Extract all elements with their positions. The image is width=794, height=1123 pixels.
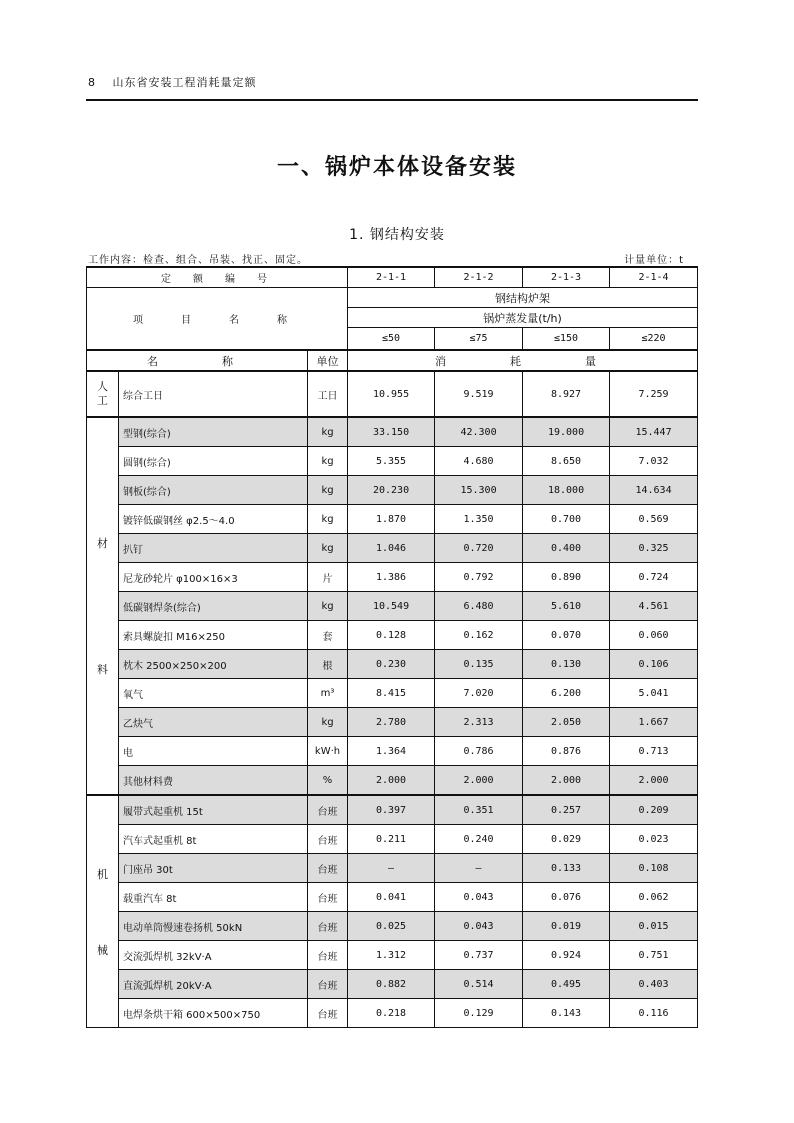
item-value: 1.667 [610, 708, 698, 737]
item-value: 0.116 [610, 999, 698, 1028]
item-value: 2.000 [435, 766, 523, 796]
item-value: 0.135 [435, 650, 523, 679]
item-name: 电焊条烘干箱 600×500×750 [119, 999, 308, 1028]
item-name: 镀锌低碳钢丝 φ2.5～4.0 [119, 505, 308, 534]
item-unit: 片 [308, 563, 348, 592]
item-value: 20.230 [348, 476, 435, 505]
item-value: 0.400 [523, 534, 610, 563]
item-value: 9.519 [435, 371, 523, 417]
item-value: 0.043 [435, 912, 523, 941]
item-value: 0.108 [610, 854, 698, 883]
item-value: 14.634 [610, 476, 698, 505]
table-row [87, 371, 698, 417]
item-value: 2.050 [523, 708, 610, 737]
item-name: 综合工日 [119, 371, 308, 417]
item-value: 1.364 [348, 737, 435, 766]
item-unit: kg [308, 708, 348, 737]
item-value: 0.218 [348, 999, 435, 1028]
item-value: 0.751 [610, 941, 698, 970]
item-value: 6.480 [435, 592, 523, 621]
item-unit: m³ [308, 679, 348, 708]
quota-table [86, 266, 698, 1028]
item-value: 0.924 [523, 941, 610, 970]
item-value: 0.882 [348, 970, 435, 999]
item-name: 型钢(综合) [119, 417, 308, 447]
quota-no-label: 定 额 编 号 [87, 267, 348, 288]
table-row [87, 708, 698, 737]
item-value: 0.070 [523, 621, 610, 650]
item-unit: 台班 [308, 883, 348, 912]
item-name: 电 [119, 737, 308, 766]
param-header: 锅炉蒸发量(t/h) [348, 308, 698, 328]
param-value: ≤150 [523, 328, 610, 351]
item-value: 0.015 [610, 912, 698, 941]
item-value: — [435, 854, 523, 883]
item-value: 0.143 [523, 999, 610, 1028]
item-value: 0.062 [610, 883, 698, 912]
item-value: 10.549 [348, 592, 435, 621]
table-row [87, 825, 698, 854]
item-value: 2.780 [348, 708, 435, 737]
item-value: 0.240 [435, 825, 523, 854]
item-name: 履带式起重机 15t [119, 795, 308, 825]
item-value: 0.029 [523, 825, 610, 854]
table-row [87, 737, 698, 766]
item-value: 1.312 [348, 941, 435, 970]
item-value: 5.610 [523, 592, 610, 621]
item-value: 5.355 [348, 447, 435, 476]
item-value: 0.495 [523, 970, 610, 999]
item-name: 枕木 2500×250×200 [119, 650, 308, 679]
item-value: 2.000 [523, 766, 610, 796]
item-value: 0.514 [435, 970, 523, 999]
item-unit: 台班 [308, 999, 348, 1028]
table-row [87, 970, 698, 999]
item-value: 1.350 [435, 505, 523, 534]
table-row [87, 941, 698, 970]
item-value: 0.023 [610, 825, 698, 854]
item-value: 5.041 [610, 679, 698, 708]
item-value: 0.876 [523, 737, 610, 766]
item-unit: 台班 [308, 970, 348, 999]
table-row [87, 766, 698, 796]
item-value: 0.043 [435, 883, 523, 912]
subsection-title: 1. 钢结构安装 [349, 227, 445, 243]
section-title: 一、锅炉本体设备安装 [276, 155, 517, 180]
item-value: 0.025 [348, 912, 435, 941]
item-value: 2.000 [348, 766, 435, 796]
item-unit: kg [308, 417, 348, 447]
item-value: 18.000 [523, 476, 610, 505]
item-unit: 台班 [308, 854, 348, 883]
work-content: 工作内容：检查、组合、吊装、找正、固定。 [88, 255, 308, 266]
item-value: 4.561 [610, 592, 698, 621]
item-value: 0.724 [610, 563, 698, 592]
item-value: 8.650 [523, 447, 610, 476]
table-row [87, 417, 698, 447]
item-value: 0.128 [348, 621, 435, 650]
table-row [87, 563, 698, 592]
item-value: 0.786 [435, 737, 523, 766]
item-name: 汽车式起重机 8t [119, 825, 308, 854]
item-value: 6.200 [523, 679, 610, 708]
table-row [87, 854, 698, 883]
item-value: 0.129 [435, 999, 523, 1028]
table-row [87, 447, 698, 476]
item-unit: 工日 [308, 371, 348, 417]
item-unit: 台班 [308, 795, 348, 825]
item-name: 直流弧焊机 20kV·A [119, 970, 308, 999]
item-unit: 台班 [308, 825, 348, 854]
item-name: 门座吊 30t [119, 854, 308, 883]
item-value: 7.020 [435, 679, 523, 708]
item-value: 0.211 [348, 825, 435, 854]
quota-code: 2-1-1 [348, 267, 435, 288]
item-value: 0.325 [610, 534, 698, 563]
item-unit: kg [308, 592, 348, 621]
group-header: 钢结构炉架 [348, 288, 698, 308]
item-value: 0.133 [523, 854, 610, 883]
item-value: 0.700 [523, 505, 610, 534]
item-name: 交流弧焊机 32kV·A [119, 941, 308, 970]
param-value: ≤220 [610, 328, 698, 351]
item-value: 0.130 [523, 650, 610, 679]
item-value: 0.792 [435, 563, 523, 592]
table-row [87, 476, 698, 505]
item-value: 19.000 [523, 417, 610, 447]
table-row [87, 883, 698, 912]
item-value: 10.955 [348, 371, 435, 417]
item-value: 42.300 [435, 417, 523, 447]
item-unit: 根 [308, 650, 348, 679]
materials-category: 材 料 [87, 417, 119, 795]
item-value: 0.351 [435, 795, 523, 825]
item-unit: kW·h [308, 737, 348, 766]
page-header [88, 74, 257, 90]
item-unit: kg [308, 534, 348, 563]
table-row [87, 505, 698, 534]
item-value: 7.259 [610, 371, 698, 417]
item-value: 0.076 [523, 883, 610, 912]
book-title: 山东省安装工程消耗量定额 [112, 76, 257, 89]
item-name: 其他材料费 [119, 766, 308, 796]
item-unit: 台班 [308, 912, 348, 941]
item-unit: % [308, 766, 348, 796]
item-name: 载重汽车 8t [119, 883, 308, 912]
item-name: 圆钢(综合) [119, 447, 308, 476]
header-rule [86, 99, 698, 101]
item-value: 1.046 [348, 534, 435, 563]
item-value: 1.386 [348, 563, 435, 592]
item-value: 7.032 [610, 447, 698, 476]
table-row [87, 912, 698, 941]
quota-code: 2-1-3 [523, 267, 610, 288]
table-row [87, 650, 698, 679]
table-row [87, 679, 698, 708]
item-value: 0.041 [348, 883, 435, 912]
item-unit: 台班 [308, 941, 348, 970]
item-value: 0.019 [523, 912, 610, 941]
item-name-label: 项 目 名 称 [87, 288, 348, 351]
quota-code: 2-1-2 [435, 267, 523, 288]
item-value: 0.209 [610, 795, 698, 825]
item-value: 33.150 [348, 417, 435, 447]
item-value: 8.415 [348, 679, 435, 708]
item-value: 0.162 [435, 621, 523, 650]
table-row [87, 999, 698, 1028]
item-value: 0.569 [610, 505, 698, 534]
item-name: 尼龙砂轮片 φ100×16×3 [119, 563, 308, 592]
col-name-header: 名 称 [87, 350, 308, 371]
item-value: 0.230 [348, 650, 435, 679]
item-value: 0.737 [435, 941, 523, 970]
item-value: 2.000 [610, 766, 698, 796]
item-unit: 套 [308, 621, 348, 650]
item-unit: kg [308, 476, 348, 505]
col-consumption-header: 消 耗 量 [348, 350, 698, 371]
unit-note: 计量单位：t [624, 255, 684, 266]
col-unit-header: 单位 [308, 350, 348, 371]
item-value: 15.300 [435, 476, 523, 505]
param-value: ≤75 [435, 328, 523, 351]
item-name: 乙炔气 [119, 708, 308, 737]
table-row [87, 795, 698, 825]
quota-code: 2-1-4 [610, 267, 698, 288]
item-value: 0.713 [610, 737, 698, 766]
item-name: 钢板(综合) [119, 476, 308, 505]
item-name: 扒钉 [119, 534, 308, 563]
param-value: ≤50 [348, 328, 435, 351]
item-value: 1.870 [348, 505, 435, 534]
item-value: 0.890 [523, 563, 610, 592]
item-value: 2.313 [435, 708, 523, 737]
page-number: 8 [88, 76, 96, 89]
item-value: 0.403 [610, 970, 698, 999]
item-name: 氧气 [119, 679, 308, 708]
item-value: 8.927 [523, 371, 610, 417]
item-value: — [348, 854, 435, 883]
item-value: 0.257 [523, 795, 610, 825]
item-value: 0.720 [435, 534, 523, 563]
item-value: 4.680 [435, 447, 523, 476]
item-value: 0.060 [610, 621, 698, 650]
table-row [87, 621, 698, 650]
machinery-category: 机 械 [87, 795, 119, 1028]
item-value: 0.397 [348, 795, 435, 825]
item-unit: kg [308, 505, 348, 534]
item-name: 低碳钢焊条(综合) [119, 592, 308, 621]
table-row [87, 592, 698, 621]
item-name: 电动单筒慢速卷扬机 50kN [119, 912, 308, 941]
item-value: 15.447 [610, 417, 698, 447]
item-value: 0.106 [610, 650, 698, 679]
labor-category: 人工 [87, 371, 119, 417]
table-row [87, 534, 698, 563]
item-name: 索具螺旋扣 M16×250 [119, 621, 308, 650]
item-unit: kg [308, 447, 348, 476]
